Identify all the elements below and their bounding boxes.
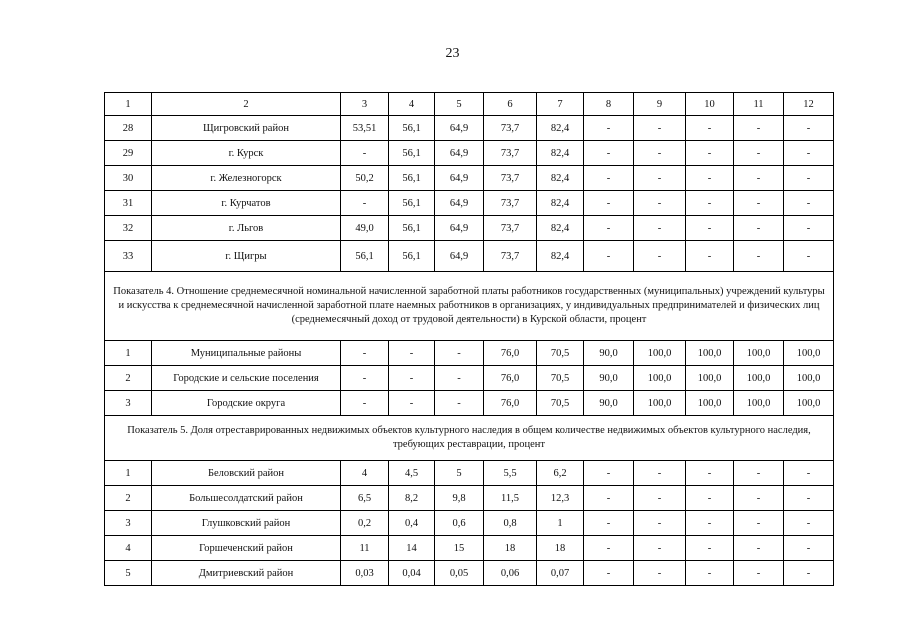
value-cell: 50,2 [341, 166, 389, 191]
page-number: 23 [445, 46, 460, 61]
value-cell: 10 [686, 93, 734, 116]
row-number-cell: 5 [105, 561, 152, 586]
value-cell: - [584, 216, 634, 241]
value-cell: 0,2 [341, 511, 389, 536]
value-cell: 82,4 [537, 191, 584, 216]
value-cell: - [784, 461, 834, 486]
value-cell: 100,0 [634, 366, 686, 391]
row-number-cell: 2 [105, 366, 152, 391]
value-cell: - [734, 486, 784, 511]
value-cell: 64,9 [435, 241, 484, 272]
value-cell: - [634, 241, 686, 272]
table-row [105, 116, 834, 141]
value-cell: - [686, 536, 734, 561]
value-cell: - [634, 561, 686, 586]
value-cell: 9 [634, 93, 686, 116]
value-cell: 76,0 [484, 366, 537, 391]
row-number-cell: 1 [105, 341, 152, 366]
value-cell: 0,07 [537, 561, 584, 586]
value-cell: 73,7 [484, 241, 537, 272]
value-cell: - [784, 141, 834, 166]
table-row [105, 461, 834, 486]
value-cell: - [734, 166, 784, 191]
value-cell: - [784, 511, 834, 536]
value-cell: 100,0 [784, 366, 834, 391]
value-cell: 5 [435, 461, 484, 486]
value-cell: 73,7 [484, 191, 537, 216]
value-cell: 76,0 [484, 391, 537, 416]
value-cell: 73,7 [484, 216, 537, 241]
value-cell: 5,5 [484, 461, 537, 486]
row-name-cell: г. Курчатов [152, 191, 341, 216]
value-cell: 12,3 [537, 486, 584, 511]
table-row [105, 141, 834, 166]
value-cell: - [734, 511, 784, 536]
value-cell: 64,9 [435, 141, 484, 166]
section-header-row [105, 416, 834, 461]
table-row [105, 486, 834, 511]
value-cell: - [686, 511, 734, 536]
row-name-cell: г. Щигры [152, 241, 341, 272]
value-cell: 7 [537, 93, 584, 116]
value-cell: 56,1 [389, 191, 435, 216]
value-cell: 76,0 [484, 341, 537, 366]
value-cell: - [634, 116, 686, 141]
value-cell: - [734, 461, 784, 486]
value-cell: 1 [537, 511, 584, 536]
table-row [105, 191, 834, 216]
table-row [105, 366, 834, 391]
value-cell: - [341, 391, 389, 416]
table-row [105, 536, 834, 561]
value-cell: - [435, 366, 484, 391]
row-name-cell: Муниципальные районы [152, 341, 341, 366]
value-cell: - [686, 166, 734, 191]
value-cell: 90,0 [584, 341, 634, 366]
value-cell: - [734, 191, 784, 216]
value-cell: 100,0 [784, 391, 834, 416]
value-cell: 82,4 [537, 141, 584, 166]
value-cell: 4 [389, 93, 435, 116]
value-cell: - [584, 141, 634, 166]
value-cell: 82,4 [537, 166, 584, 191]
row-name-cell: г. Курск [152, 141, 341, 166]
value-cell: 56,1 [389, 166, 435, 191]
value-cell: 82,4 [537, 241, 584, 272]
section-header-row [105, 272, 834, 341]
value-cell: - [784, 216, 834, 241]
value-cell: 8,2 [389, 486, 435, 511]
value-cell: 11,5 [484, 486, 537, 511]
section-title: Показатель 4. Отношение среднемесячной номинальной начисленной заработной платы работников государственных (муниципальных) учреждений культуры и искусства к среднемесячной начисленной заработной плате наемных работников в организациях, у индивидуальных предпринимателей и физических лиц (среднемесячный доход от трудовой деятельности) в Курской области, процент [105, 272, 834, 341]
value-cell: - [341, 341, 389, 366]
value-cell: 0,04 [389, 561, 435, 586]
value-cell: - [435, 341, 484, 366]
value-cell: 73,7 [484, 116, 537, 141]
value-cell: 100,0 [734, 366, 784, 391]
row-number-cell: 2 [105, 486, 152, 511]
value-cell: - [341, 366, 389, 391]
row-name-cell: Горшеченский район [152, 536, 341, 561]
value-cell: - [634, 141, 686, 166]
value-cell: - [634, 216, 686, 241]
value-cell: - [584, 191, 634, 216]
value-cell: - [686, 561, 734, 586]
value-cell: - [584, 511, 634, 536]
value-cell: 56,1 [389, 116, 435, 141]
value-cell: - [784, 486, 834, 511]
row-name-cell: г. Льгов [152, 216, 341, 241]
row-number-cell: 3 [105, 511, 152, 536]
value-cell: - [686, 216, 734, 241]
row-number-cell: 31 [105, 191, 152, 216]
value-cell: - [584, 561, 634, 586]
value-cell: 70,5 [537, 366, 584, 391]
value-cell: 0,06 [484, 561, 537, 586]
value-cell: - [584, 536, 634, 561]
value-cell: - [634, 511, 686, 536]
row-name-cell: Глушковский район [152, 511, 341, 536]
value-cell: - [784, 536, 834, 561]
table-row [105, 166, 834, 191]
row-name-cell: Городские и сельские поселения [152, 366, 341, 391]
value-cell: - [584, 116, 634, 141]
value-cell: 73,7 [484, 141, 537, 166]
value-cell: 0,05 [435, 561, 484, 586]
value-cell: - [389, 366, 435, 391]
row-name-cell: Беловский район [152, 461, 341, 486]
value-cell: 49,0 [341, 216, 389, 241]
value-cell: - [389, 391, 435, 416]
value-cell: 56,1 [389, 241, 435, 272]
value-cell: 100,0 [686, 391, 734, 416]
value-cell: 100,0 [634, 341, 686, 366]
value-cell: 100,0 [686, 366, 734, 391]
row-number-cell: 1 [105, 461, 152, 486]
value-cell: 73,7 [484, 166, 537, 191]
value-cell: 56,1 [341, 241, 389, 272]
value-cell: - [734, 141, 784, 166]
value-cell: 82,4 [537, 216, 584, 241]
table-row [105, 391, 834, 416]
value-cell: - [686, 461, 734, 486]
table-row [105, 511, 834, 536]
row-name-cell: Большесолдатский район [152, 486, 341, 511]
value-cell: 6,5 [341, 486, 389, 511]
value-cell: - [784, 116, 834, 141]
value-cell: 64,9 [435, 216, 484, 241]
value-cell: 12 [784, 93, 834, 116]
value-cell: 64,9 [435, 166, 484, 191]
value-cell: - [686, 241, 734, 272]
value-cell: - [584, 486, 634, 511]
value-cell: - [634, 166, 686, 191]
value-cell: - [341, 141, 389, 166]
value-cell: 18 [537, 536, 584, 561]
value-cell: - [584, 166, 634, 191]
value-cell: 100,0 [634, 391, 686, 416]
value-cell: - [634, 486, 686, 511]
table-row [105, 561, 834, 586]
value-cell: 4 [341, 461, 389, 486]
value-cell: 6,2 [537, 461, 584, 486]
row-name-cell: Городские округа [152, 391, 341, 416]
table-row [105, 93, 834, 116]
table-body [105, 93, 834, 586]
row-number-cell: 30 [105, 166, 152, 191]
row-number-cell: 3 [105, 391, 152, 416]
table-row [105, 216, 834, 241]
value-cell: - [686, 116, 734, 141]
value-cell: 90,0 [584, 391, 634, 416]
row-name-cell: Дмитриевский район [152, 561, 341, 586]
value-cell: 8 [584, 93, 634, 116]
value-cell: 70,5 [537, 391, 584, 416]
value-cell: 0,8 [484, 511, 537, 536]
value-cell: 64,9 [435, 191, 484, 216]
row-number-cell: 33 [105, 241, 152, 272]
value-cell: 100,0 [686, 341, 734, 366]
value-cell: - [686, 191, 734, 216]
value-cell: 56,1 [389, 141, 435, 166]
section-title: Показатель 5. Доля отреставрированных недвижимых объектов культурного наследия в общем количестве недвижимых объектов культурного наследия, требующих реставрации, процент [105, 416, 834, 461]
value-cell: - [734, 536, 784, 561]
data-table [104, 92, 834, 586]
value-cell: - [734, 241, 784, 272]
value-cell: - [584, 241, 634, 272]
value-cell: - [634, 536, 686, 561]
value-cell: 100,0 [734, 391, 784, 416]
value-cell: 64,9 [435, 116, 484, 141]
value-cell: - [634, 461, 686, 486]
value-cell: 5 [435, 93, 484, 116]
value-cell: - [734, 116, 784, 141]
value-cell: - [784, 191, 834, 216]
value-cell: - [784, 166, 834, 191]
value-cell: 6 [484, 93, 537, 116]
row-name-cell: 2 [152, 93, 341, 116]
value-cell: 0,4 [389, 511, 435, 536]
value-cell: - [686, 141, 734, 166]
value-cell: 90,0 [584, 366, 634, 391]
table-row [105, 241, 834, 272]
value-cell: - [784, 561, 834, 586]
value-cell: 56,1 [389, 216, 435, 241]
value-cell: - [389, 341, 435, 366]
value-cell: 11 [341, 536, 389, 561]
value-cell: - [734, 561, 784, 586]
row-number-cell: 28 [105, 116, 152, 141]
value-cell: - [734, 216, 784, 241]
value-cell: 53,51 [341, 116, 389, 141]
row-name-cell: г. Железногорск [152, 166, 341, 191]
row-number-cell: 32 [105, 216, 152, 241]
value-cell: 100,0 [784, 341, 834, 366]
value-cell: 15 [435, 536, 484, 561]
value-cell: 11 [734, 93, 784, 116]
row-number-cell: 4 [105, 536, 152, 561]
table-row [105, 341, 834, 366]
value-cell: 82,4 [537, 116, 584, 141]
value-cell: 0,6 [435, 511, 484, 536]
value-cell: 18 [484, 536, 537, 561]
row-number-cell: 29 [105, 141, 152, 166]
value-cell: - [435, 391, 484, 416]
value-cell: - [634, 191, 686, 216]
value-cell: 3 [341, 93, 389, 116]
value-cell: - [686, 486, 734, 511]
value-cell: - [784, 241, 834, 272]
value-cell: 4,5 [389, 461, 435, 486]
value-cell: - [341, 191, 389, 216]
value-cell: 0,03 [341, 561, 389, 586]
value-cell: 14 [389, 536, 435, 561]
row-number-cell: 1 [105, 93, 152, 116]
row-name-cell: Щигровский район [152, 116, 341, 141]
value-cell: - [584, 461, 634, 486]
value-cell: 70,5 [537, 341, 584, 366]
value-cell: 100,0 [734, 341, 784, 366]
value-cell: 9,8 [435, 486, 484, 511]
